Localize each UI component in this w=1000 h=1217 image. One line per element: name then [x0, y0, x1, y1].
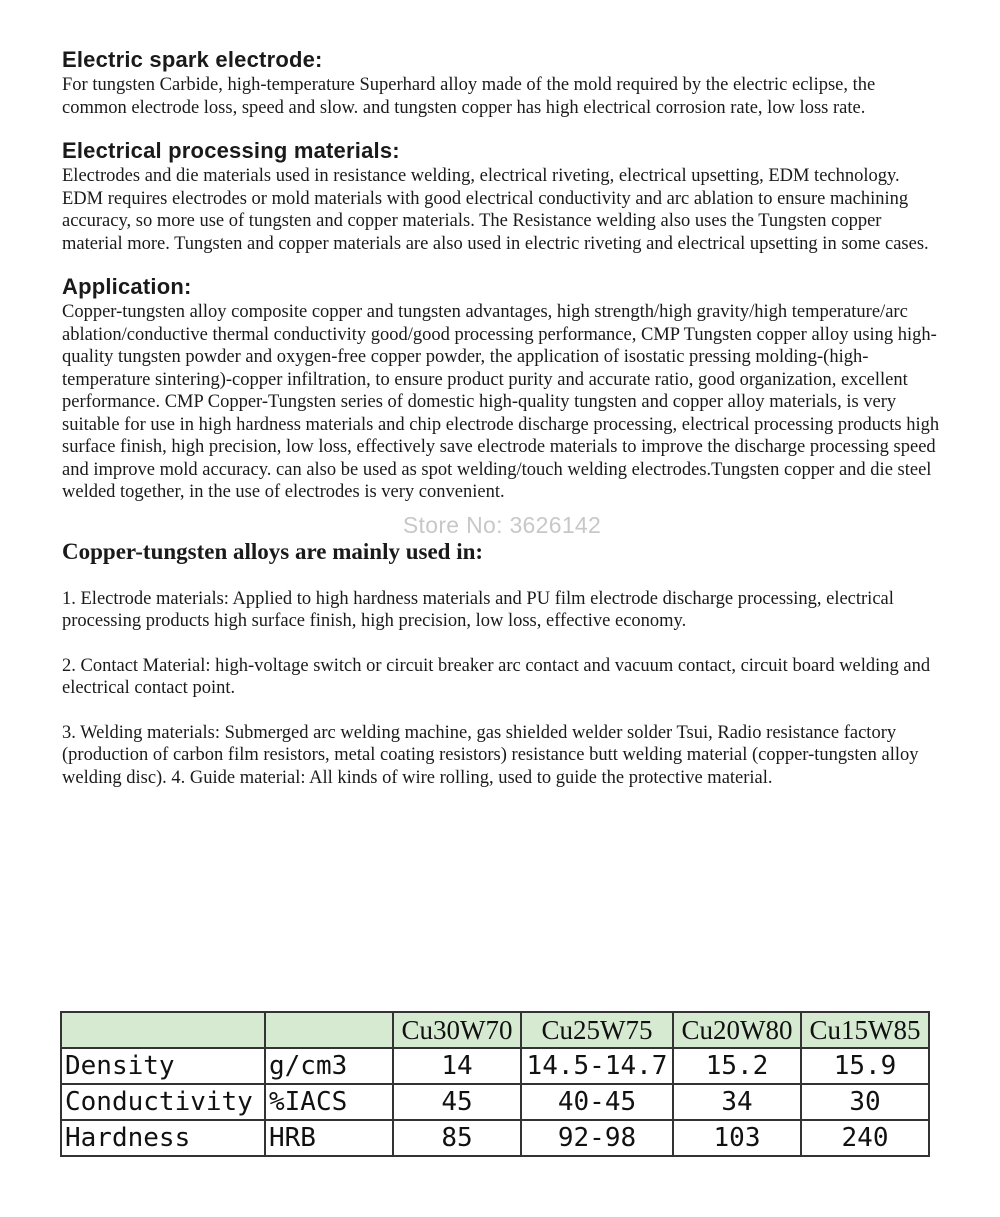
- row-label: Conductivity: [61, 1084, 265, 1120]
- row-unit: %IACS: [265, 1084, 393, 1120]
- table-cell: 15.2: [673, 1048, 801, 1084]
- section-electric-spark-electrode: [62, 46, 942, 119]
- uses-list-item: 2. Contact Material: high-voltage switch or circuit breaker arc contact and vacuum contact, circuit board welding and electrical contact point.: [62, 655, 931, 698]
- uses-list-item: 1. Electrode materials: Applied to high hardness materials and PU film electrode discharge processing, electrical processing products high surface finish, high precision, low loss, effective economy.: [62, 588, 894, 631]
- section-electrical-processing: [62, 137, 942, 255]
- uses-list-item: 3. Welding materials: Submerged arc welding machine, gas shielded welder solder Tsui, Radio resistance factory (production of carbon film resistors, metal coating resistors) resistance butt welding material (copper-tungsten alloy welding disc). 4. Guide material: All kinds of wire rolling, used to guide the protective material.: [62, 722, 919, 788]
- row-label: Hardness: [61, 1120, 265, 1156]
- row-label: Density: [61, 1048, 265, 1084]
- section-paragraph: Electrodes and die materials used in resistance welding, electrical riveting, electrical upsetting, EDM technology. EDM requires electrodes or mold materials with good electrical conductivity and arc ablation to ensure machining accuracy, so more use of tungsten and copper materials. The Resistance welding also uses the Tungsten copper material more. Tungsten and copper materials are also used in electric riveting and electrical upsetting in some cases.: [62, 166, 929, 254]
- table-row: [61, 1084, 929, 1120]
- column-header: Cu20W80: [673, 1012, 801, 1048]
- column-header: Cu25W75: [521, 1012, 673, 1048]
- section-heading: Application:: [62, 274, 192, 299]
- table-cell: 240: [801, 1120, 929, 1156]
- table-row: [61, 1120, 929, 1156]
- table-cell: 45: [393, 1084, 521, 1120]
- header-empty-cell: [61, 1012, 265, 1048]
- table-row: [61, 1048, 929, 1084]
- store-watermark: Store No: 3626142: [402, 511, 602, 538]
- section-paragraph: Copper-tungsten alloy composite copper and tungsten advantages, high strength/high gravity/high temperature/arc ablation/conductive thermal conductivity good/good processing performance, CMP Tungsten copper alloy using high-quality tungsten powder and oxygen-free copper powder, the application of isostatic pressing molding-(high-temperature sintering)-copper infiltration, to ensure product purity and accurate ratio, good organization, excellent performance. CMP Copper-Tungsten series of domestic high-quality tungsten and copper alloy materials, is very suitable for use in high hardness materials and chip electrode discharge processing, electrical processing products high surface finish, high precision, low loss, effectively save electrode materials to improve the discharge processing speed and improve mold accuracy. can also be used as spot welding/touch welding electrodes.Tungsten copper and die steel welded together, in the use of electrodes is very convenient.: [62, 302, 940, 502]
- section-application: [62, 273, 942, 504]
- table-cell: 30: [801, 1084, 929, 1120]
- table-cell: 14.5-14.7: [521, 1048, 673, 1084]
- column-header: Cu30W70: [393, 1012, 521, 1048]
- table-cell: 34: [673, 1084, 801, 1120]
- header-empty-cell: [265, 1012, 393, 1048]
- row-unit: g/cm3: [265, 1048, 393, 1084]
- section-heading: Electrical processing materials:: [62, 138, 400, 163]
- row-unit: HRB: [265, 1120, 393, 1156]
- column-header: Cu15W85: [801, 1012, 929, 1048]
- table-cell: 14: [393, 1048, 521, 1084]
- table-cell: 40-45: [521, 1084, 673, 1120]
- uses-heading: Copper-tungsten alloys are mainly used in:: [62, 538, 484, 564]
- section-paragraph: For tungsten Carbide, high-temperature Superhard alloy made of the mold required by the electric eclipse, the common electrode loss, speed and slow. and tungsten copper has high electrical corrosion rate, low loss rate.: [62, 75, 876, 118]
- table-cell: 85: [393, 1120, 521, 1156]
- table-cell: 15.9: [801, 1048, 929, 1084]
- document-body: [62, 46, 942, 811]
- table-header-row: [61, 1012, 929, 1048]
- table-cell: 92-98: [521, 1120, 673, 1156]
- section-heading: Electric spark electrode:: [62, 47, 323, 72]
- spec-table: [60, 1011, 930, 1157]
- table-cell: 103: [673, 1120, 801, 1156]
- uses-section: [62, 538, 942, 790]
